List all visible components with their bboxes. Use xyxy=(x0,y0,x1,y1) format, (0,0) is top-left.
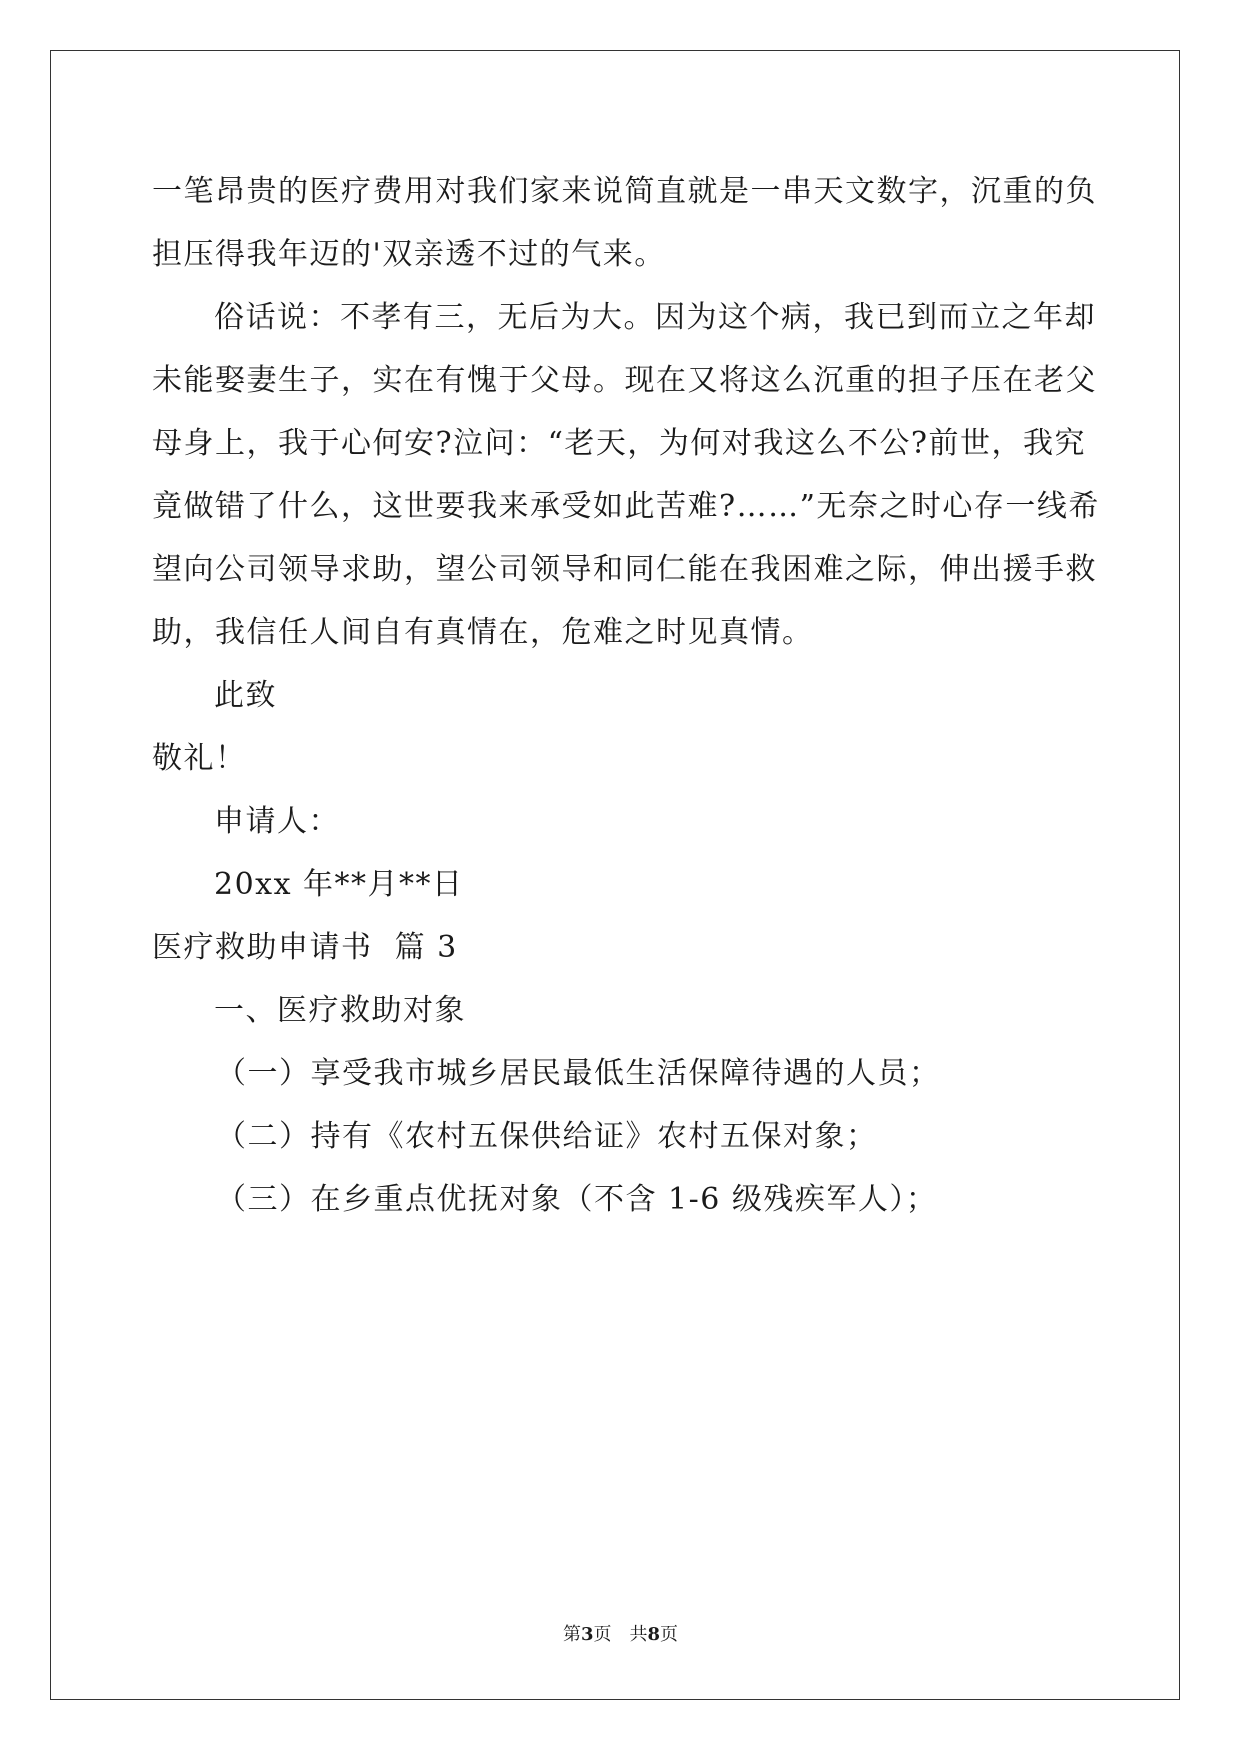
closing-salutation: 此致 xyxy=(214,678,277,713)
closing-regards: 敬礼！ xyxy=(152,741,247,776)
body-line: 望向公司领导求助，望公司领导和同仁能在我困难之际，伸出援手救 xyxy=(152,552,1097,587)
page-suffix: 页 xyxy=(593,1624,612,1645)
page-current: 3 xyxy=(580,1624,594,1645)
body-line: 一笔昂贵的医疗费用对我们家来说简直就是一串天文数字，沉重的负 xyxy=(152,174,1097,209)
total-prefix: 共 xyxy=(629,1624,648,1645)
section-title: 医疗救助申请书 篇 3 xyxy=(152,930,458,965)
list-item: （一）享受我市城乡居民最低生活保障待遇的人员； xyxy=(216,1056,941,1091)
date-line: 20xx 年**月**日 xyxy=(214,867,464,902)
page-footer xyxy=(0,1620,1241,1646)
body-line: 母身上，我于心何安?泣问：“老天，为何对我这么不公?前世，我究 xyxy=(152,426,1087,461)
section-heading: 一、医疗救助对象 xyxy=(214,993,466,1028)
body-line: 竟做错了什么，这世要我来承受如此苦难?……”无奈之时心存一线希 xyxy=(152,489,1100,524)
body-line: 担压得我年迈的'双亲透不过的气来。 xyxy=(152,237,666,272)
list-item: （二）持有《农村五保供给证》农村五保对象； xyxy=(216,1119,878,1154)
total-suffix: 页 xyxy=(660,1624,679,1645)
body-line: 俗话说：不孝有三，无后为大。因为这个病，我已到而立之年却 xyxy=(214,300,1096,335)
document-body xyxy=(152,160,1100,1231)
applicant-label: 申请人： xyxy=(214,804,340,839)
page-total: 8 xyxy=(647,1624,661,1645)
list-item: （三）在乡重点优抚对象（不含 1-6 级残疾军人）； xyxy=(216,1182,938,1217)
body-line: 未能娶妻生子，实在有愧于父母。现在又将这么沉重的担子压在老父 xyxy=(152,363,1097,398)
page-prefix: 第 xyxy=(562,1624,581,1645)
body-line: 助，我信任人间自有真情在，危难之时见真情。 xyxy=(152,615,814,650)
